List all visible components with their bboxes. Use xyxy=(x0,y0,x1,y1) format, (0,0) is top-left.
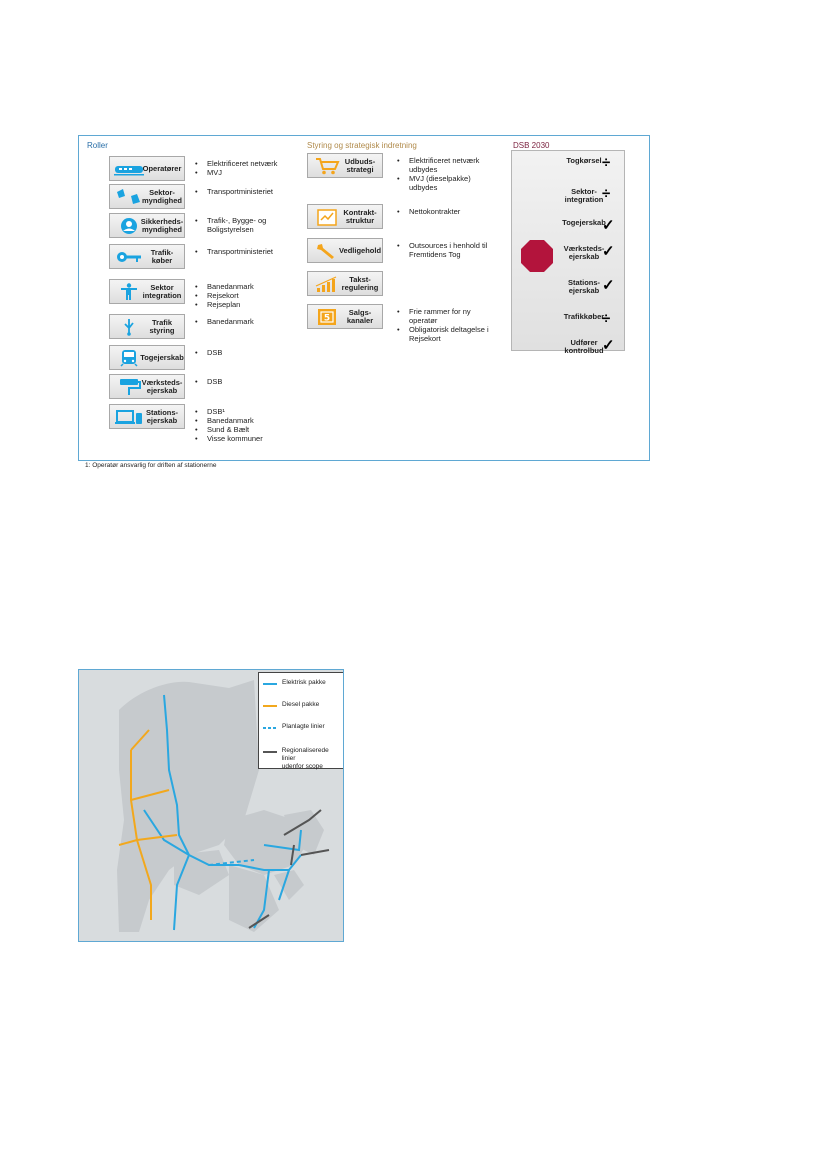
legend-item xyxy=(263,679,326,687)
role-box xyxy=(109,213,185,238)
footnote: 1: Operatør ansvarlig for driften af stationerne xyxy=(85,462,217,469)
role-box xyxy=(109,374,185,399)
styring-label: Udbuds- strategi xyxy=(344,156,376,174)
bullet-item: • Obligatorisk deltagelse i xyxy=(397,325,489,334)
styring-box xyxy=(307,304,383,329)
legend-label: Regionaliserede linier udenfor scope xyxy=(281,747,329,770)
styring-box xyxy=(307,238,383,263)
bullet-item: • Rejsekort xyxy=(195,291,254,300)
dsb2030-item-label: Værksteds- ejerskab xyxy=(563,244,605,261)
role-box xyxy=(109,404,185,429)
role-bullets xyxy=(195,187,273,196)
styring-label: Vedligehold xyxy=(338,245,382,255)
dsb2030-item-label: Togkørsel xyxy=(566,156,602,165)
role-box xyxy=(109,345,185,370)
role-bullets xyxy=(195,348,222,357)
bullet-item: Rejsekort xyxy=(409,334,441,343)
role-bullets xyxy=(195,317,254,326)
bullet-item: udbydes xyxy=(409,165,438,174)
legend-swatch xyxy=(263,683,277,685)
check-mark-icon: ✓ xyxy=(602,243,615,260)
styring-box xyxy=(307,153,383,178)
thumbs-icon xyxy=(114,188,144,206)
bullet-item: • MVJ (dieselpakke) xyxy=(397,174,479,183)
role-box xyxy=(109,279,185,304)
bullet-item: • Banedanmark xyxy=(195,282,254,291)
legend-item xyxy=(263,747,343,771)
role-label: Værksteds- ejerskab xyxy=(141,377,183,395)
roles-figure xyxy=(78,135,650,469)
bullet-item: • Transportministeriet xyxy=(195,187,273,196)
role-label: Operatører xyxy=(142,163,182,173)
dsb2030-item-label: Togejerskab xyxy=(562,218,606,227)
bullet-item: • Nettokontrakter xyxy=(397,207,460,216)
role-bullets xyxy=(195,407,263,443)
styring-bullets xyxy=(397,156,479,192)
styring-box xyxy=(307,204,383,229)
role-label: Sektor integration xyxy=(142,282,182,300)
divide-mark-icon: ÷ xyxy=(602,310,611,327)
bullet-item: • Banedanmark xyxy=(195,416,263,425)
map-legend xyxy=(258,672,344,769)
styring-bullets xyxy=(397,207,460,216)
divide-mark-icon: ÷ xyxy=(602,154,611,171)
growth-chart-icon xyxy=(312,275,342,293)
role-label: Sikkerheds- myndighed xyxy=(140,216,184,234)
check-mark-icon: ✓ xyxy=(602,337,615,354)
styring-label: Salgs- kanaler xyxy=(346,307,374,325)
styring-title: Styring og strategisk indretning xyxy=(307,141,417,150)
dsb2030-item-label: Udfører kontrolbud xyxy=(564,338,604,355)
styring-label: Kontrakt- struktur xyxy=(343,207,377,225)
bullet-item: • Transportministeriet xyxy=(195,247,273,256)
bullet-item: udbydes xyxy=(409,183,438,192)
bullet-item: • Sund & Bælt xyxy=(195,425,263,434)
bullet-item: • DSB xyxy=(195,348,222,357)
styring-bullets xyxy=(397,307,489,343)
bullet-item: • Banedanmark xyxy=(195,317,254,326)
bullet-item: • Elektrificeret netværk xyxy=(397,156,479,165)
role-box xyxy=(109,184,185,209)
person-circle-icon xyxy=(114,217,144,235)
legend-swatch xyxy=(263,751,277,753)
role-label: Trafik styring xyxy=(149,317,175,335)
usb-icon xyxy=(114,318,144,336)
role-label: Trafik- køber xyxy=(150,247,174,265)
legend-item xyxy=(263,723,325,731)
person-icon xyxy=(114,283,144,301)
role-label: Stations- ejerskab xyxy=(145,407,179,425)
check-mark-icon: ✓ xyxy=(602,217,615,234)
dsb2030-item-label: Trafikkøber xyxy=(563,312,605,321)
role-label: Togejerskab xyxy=(140,352,184,362)
bullet-item: • Elektrificeret netværk xyxy=(195,159,277,168)
dsb2030-item-label: Sektor- integration xyxy=(564,187,604,204)
roller-title: Roller xyxy=(87,141,108,150)
legend-item xyxy=(263,701,319,709)
legend-swatch xyxy=(263,727,277,729)
bullet-item: • Rejseplan xyxy=(195,300,254,309)
legend-label: Planlagte linier xyxy=(282,723,325,730)
legend-swatch xyxy=(263,705,277,707)
check-mark-icon: ✓ xyxy=(602,277,615,294)
bullet-item: • Trafik-, Bygge- og xyxy=(195,216,266,225)
svg-text:5: 5 xyxy=(323,313,331,324)
dsb2030-panel xyxy=(511,150,625,355)
role-bullets xyxy=(195,377,222,386)
role-bullets xyxy=(195,282,254,309)
styring-label: Takst- regulering xyxy=(341,274,379,292)
wrench-icon xyxy=(312,242,342,260)
bullet-item: • Frie rammer for ny xyxy=(397,307,489,316)
styring-box xyxy=(307,271,383,296)
divide-mark-icon: ÷ xyxy=(602,185,611,202)
role-bullets xyxy=(195,247,273,256)
role-box xyxy=(109,244,185,269)
cart-icon xyxy=(312,157,342,175)
dsb2030-item-label: Stations- ejerskab xyxy=(567,278,601,295)
bullet-item: • MVJ xyxy=(195,168,277,177)
bullet-item: • DSB xyxy=(195,377,222,386)
legend-label: Diesel pakke xyxy=(282,701,320,708)
train-icon xyxy=(114,160,144,178)
money-icon xyxy=(312,308,342,326)
role-box xyxy=(109,156,185,181)
role-label: Sektor- myndighed xyxy=(142,187,183,205)
devices-icon xyxy=(114,408,144,426)
rail-map-figure xyxy=(78,669,344,942)
role-box xyxy=(109,314,185,339)
bullet-item: • Visse kommuner xyxy=(195,434,263,443)
bullet-item: Boligstyrelsen xyxy=(207,225,254,234)
bullet-item: • DSB¹ xyxy=(195,407,263,416)
styring-bullets xyxy=(397,241,487,259)
role-bullets xyxy=(195,159,277,177)
bullet-item: • Outsources i henhold til xyxy=(397,241,487,250)
paint-roller-icon xyxy=(114,378,144,396)
legend-label: Elektrisk pakke xyxy=(282,679,326,686)
dsb2030-title: DSB 2030 xyxy=(513,141,550,150)
bullet-item: operatør xyxy=(409,316,438,325)
role-bullets xyxy=(195,216,266,234)
key-icon xyxy=(114,248,144,266)
bullet-item: Fremtidens Tog xyxy=(409,250,461,259)
contract-icon xyxy=(312,208,342,226)
